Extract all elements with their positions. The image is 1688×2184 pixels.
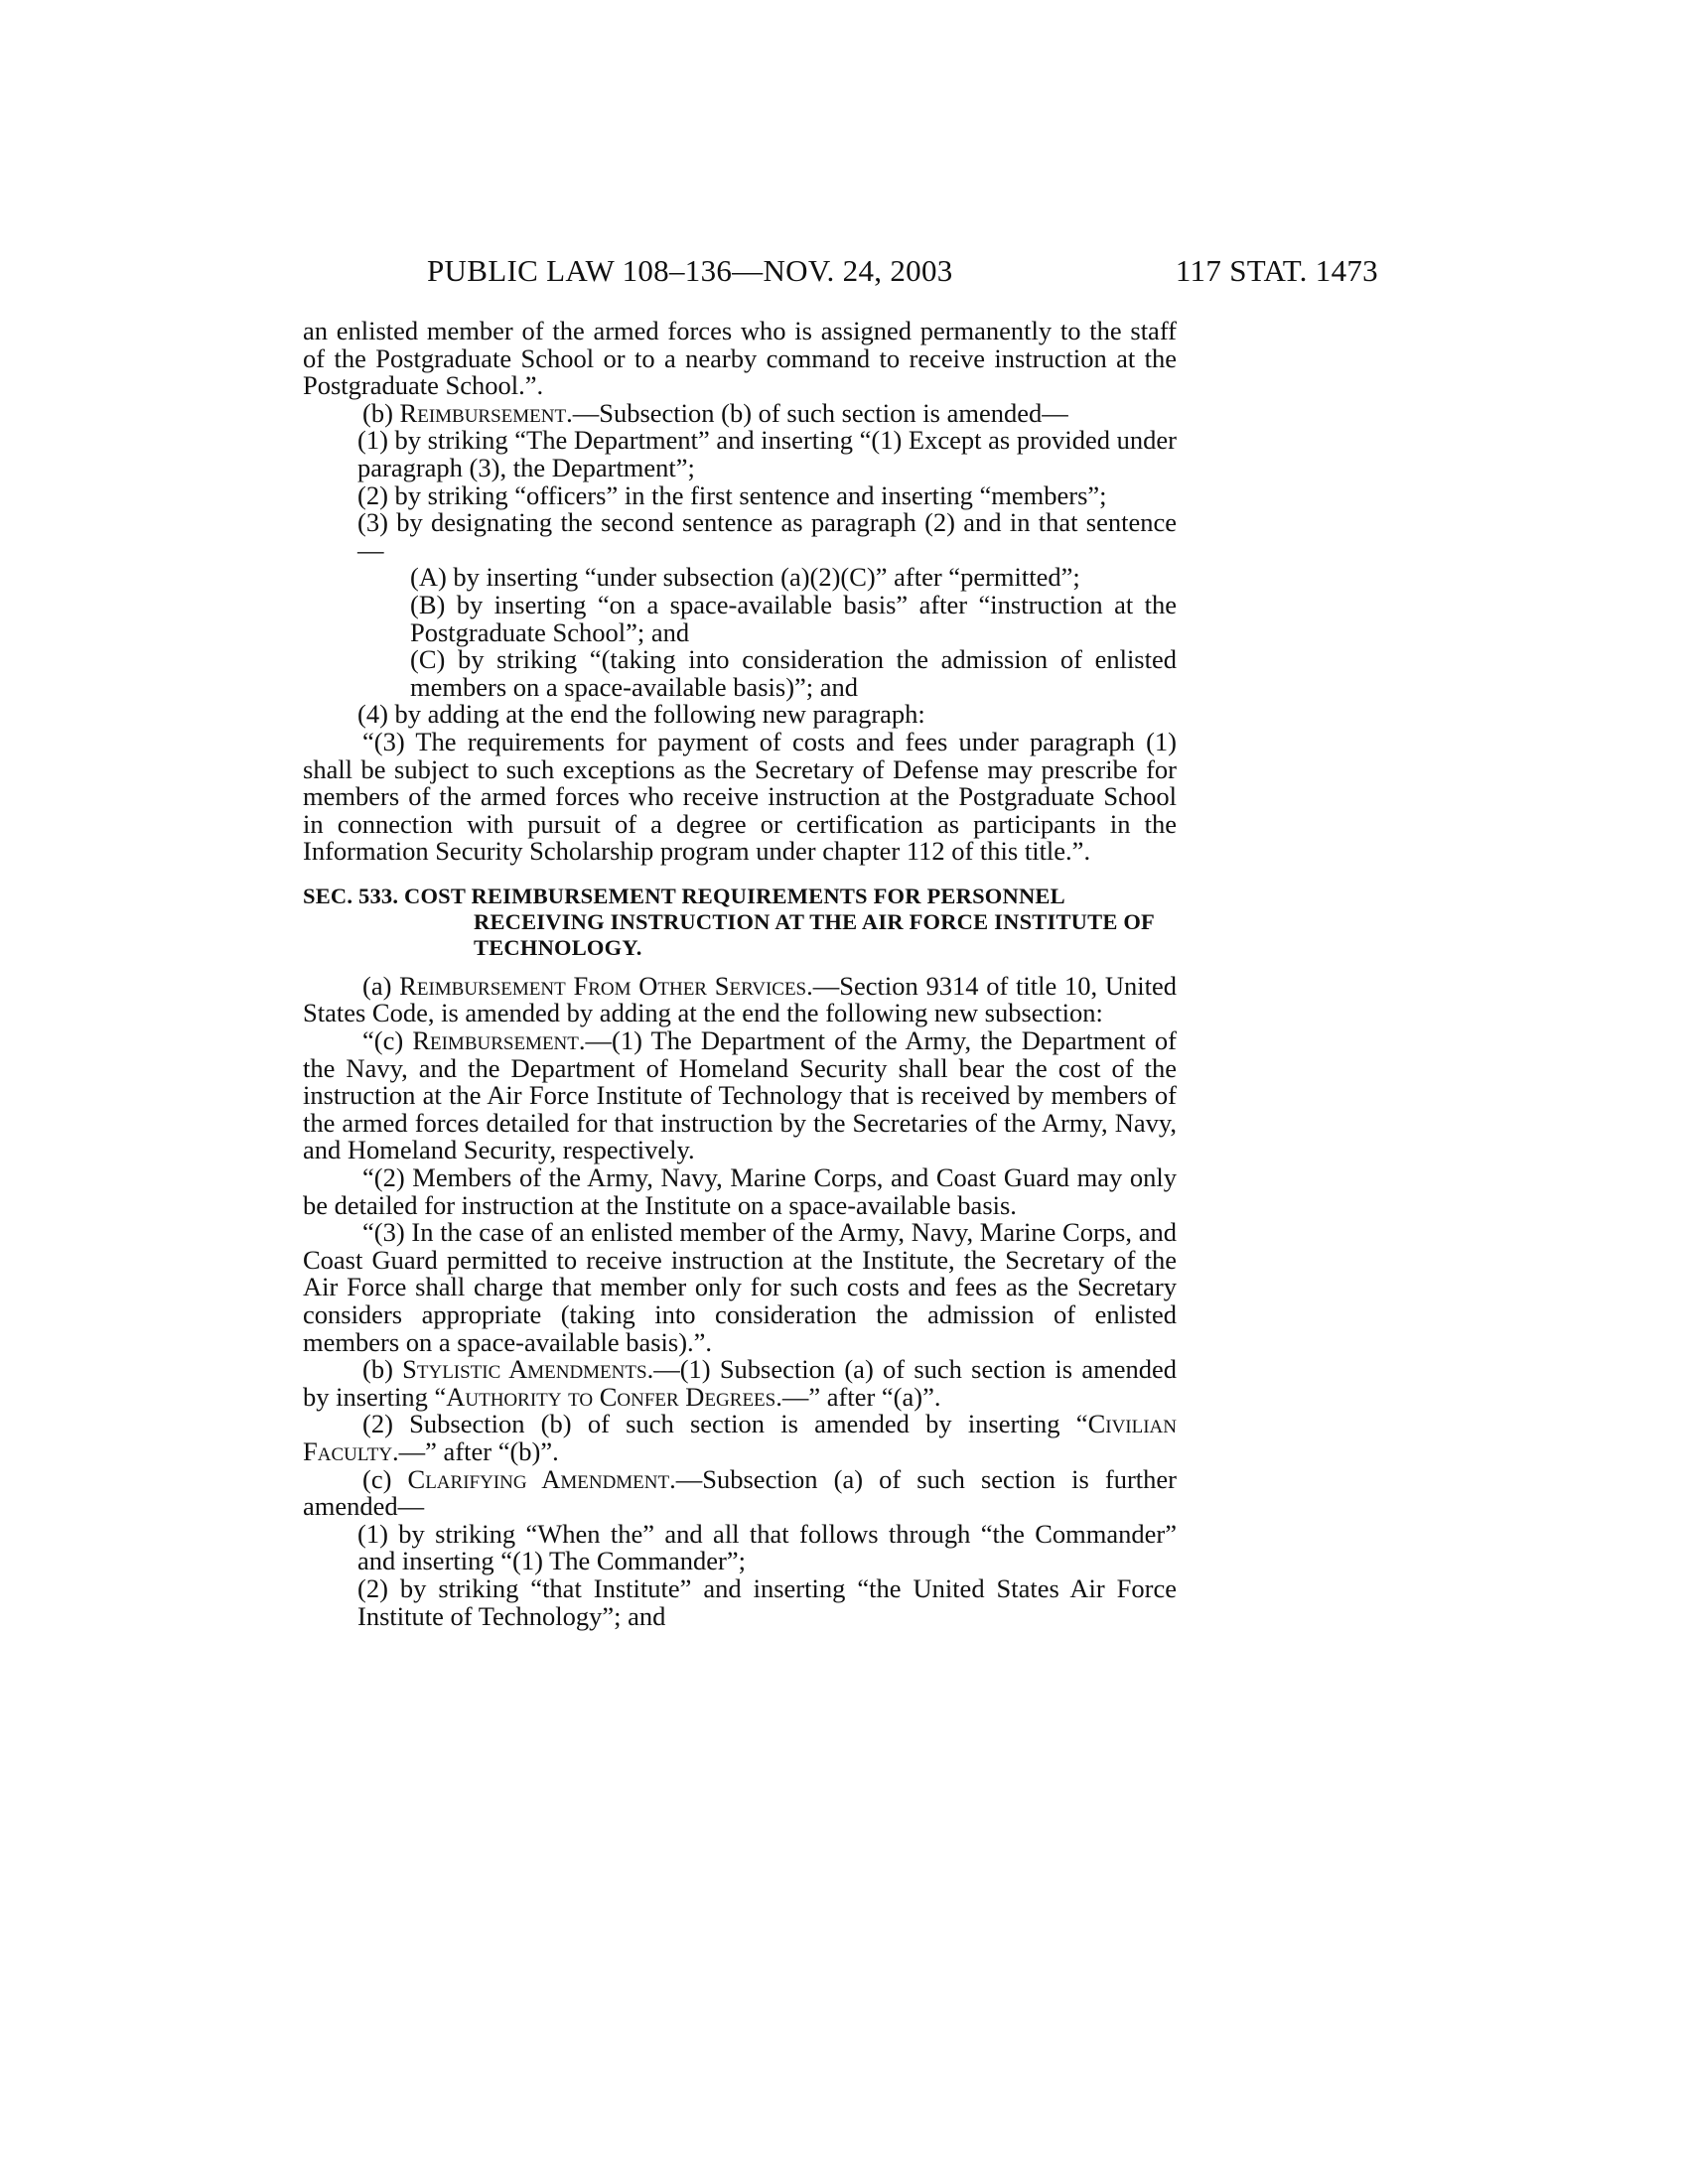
- quoted-paragraph-3-enlisted: “(3) In the case of an enlisted member of the Army, Navy, Marine Corps, and Coast Guard permitted to receive instruction at the Institute, the Secretary of the Air Force shall charge that member only for such costs and fees as the Secretary considers appropriate (taking into consideration the admission of enlisted members on a space-available basis).”.: [303, 1217, 1177, 1357]
- subparagraph-c: [410, 646, 1177, 701]
- subsection-text: .—Section 9314 of title 10, United States Code, is amended by adding at the end the following new subsection:: [303, 970, 1177, 1028]
- subsection-text: .—Subsection (b) of such section is amended—: [566, 397, 1068, 428]
- clarifying-paragraph-2-text: (2) by striking “that Institute” and inserting “the United States Air Force Institute of Technology”; and: [357, 1572, 1177, 1631]
- subsection-text-b: .—” after “(a)”.: [775, 1381, 941, 1412]
- clarifying-paragraph-1: [357, 1518, 1177, 1576]
- subsection-text: .—(1) The Department of the Army, the Department of the Navy, and the Department of Homeland Security shall bear the cost of the instruction at the Air Force Institute of Technology that is received by members of the armed forces detailed for that instruction by the Secretaries of the Army, Navy, and Homeland Security, respectively.: [303, 1025, 1177, 1165]
- subparagraph-a: [410, 564, 1177, 592]
- quoted-subsection-c: [303, 1027, 1177, 1164]
- quoted-paragraph-2: “(2) Members of the Army, Navy, Marine Corps, and Coast Guard may only be detailed for instruction at the Institute on a space-available basis.: [303, 1162, 1177, 1220]
- stylistic-paragraph-2: [303, 1411, 1177, 1465]
- section-number: SEC. 533.: [303, 883, 405, 908]
- statute-page-number: 117 STAT. 1473: [1175, 253, 1378, 288]
- subsection-heading: Stylistic Amendments: [402, 1354, 647, 1385]
- paragraph-1: [357, 427, 1177, 481]
- subparagraph-a-text: (A) by inserting “under subsection (a)(2)(C)” after “permitted”;: [410, 562, 1080, 593]
- subsection-b-reimbursement: [303, 397, 1177, 428]
- paragraph-4-text: (4) by adding at the end the following new paragraph:: [357, 699, 925, 730]
- subsection-b-stylistic: [303, 1356, 1177, 1411]
- subsection-a-reimbursement-other-services: [303, 970, 1177, 1028]
- subsection-label: (b): [362, 397, 400, 428]
- paragraph-text-b: .—” after “(b)”.: [392, 1435, 559, 1466]
- document-body: [303, 318, 1177, 1630]
- running-header: [427, 253, 1378, 293]
- subparagraph-c-text: (C) by striking “(taking into consideration the admission of enlisted members on a space-available basis)”; and: [410, 644, 1177, 702]
- inserted-heading: Civilian Faculty: [303, 1409, 1177, 1466]
- clarifying-paragraph-2: [357, 1572, 1177, 1631]
- paragraph-3: [357, 509, 1177, 564]
- running-head: PUBLIC LAW 108–136—NOV. 24, 2003: [427, 253, 953, 288]
- subsection-heading: Reimbursement: [412, 1025, 579, 1056]
- subsection-label: (b): [362, 1354, 403, 1385]
- subsection-heading: Clarifying Amendment: [407, 1463, 670, 1494]
- paragraph-3-text: (3) by designating the second sentence as paragraph (2) and in that sentence—: [357, 507, 1177, 565]
- subsection-heading: Reimbursement From Other Services: [399, 970, 807, 1001]
- subparagraph-b: [410, 589, 1177, 647]
- subsection-text-a: .—(1) Subsection (a) of such section is amended by inserting “: [303, 1354, 1177, 1412]
- subsection-label: (a): [362, 970, 400, 1001]
- subsection-text: .—Subsection (a) of such section is further amended—: [303, 1463, 1177, 1522]
- inserted-heading: Authority to Confer Degrees: [446, 1381, 776, 1412]
- paragraph-text-a: (2) Subsection (b) of such section is amended by inserting “: [362, 1409, 1088, 1439]
- paragraph-2-text: (2) by striking “officers” in the first sentence and inserting “members”;: [357, 479, 1107, 510]
- section-title: COST REIMBURSEMENT REQUIREMENTS FOR PERSONNEL RECEIVING INSTRUCTION AT THE AIR FORCE INSTITUTE OF TECHNOLOGY.: [404, 883, 1155, 960]
- subsection-c-clarifying: [303, 1463, 1177, 1522]
- section-heading: [303, 884, 1177, 961]
- subparagraph-b-text: (B) by inserting “on a space-available basis” after “instruction at the Postgraduate School”; and: [410, 589, 1177, 647]
- subsection-label: (c): [362, 1463, 408, 1494]
- paragraph-continuation: an enlisted member of the armed forces who is assigned permanently to the staff of the Postgraduate School or to a nearby command to receive instruction at the Postgraduate School.”.: [303, 316, 1177, 401]
- clarifying-paragraph-1-text: (1) by striking “When the” and all that follows through “the Commander” and inserting “(1) The Commander”;: [357, 1518, 1177, 1576]
- paragraph-4: [357, 701, 1177, 729]
- subsection-heading: Reimbursement: [399, 397, 567, 428]
- paragraph-1-text: (1) by striking “The Department” and inserting “(1) Except as provided under paragraph (3), the Department”;: [357, 425, 1177, 482]
- quoted-paragraph-3: “(3) The requirements for payment of costs and fees under paragraph (1) shall be subject to such exceptions as the Secretary of Defense may prescribe for members of the armed forces who receive instruction at the Postgraduate School in connection with pursuit of a degree or certification as participants in the Information Security Scholarship program under chapter 112 of this title.”.: [303, 726, 1177, 867]
- paragraph-2: [357, 479, 1177, 510]
- subsection-label: “(c): [362, 1025, 413, 1056]
